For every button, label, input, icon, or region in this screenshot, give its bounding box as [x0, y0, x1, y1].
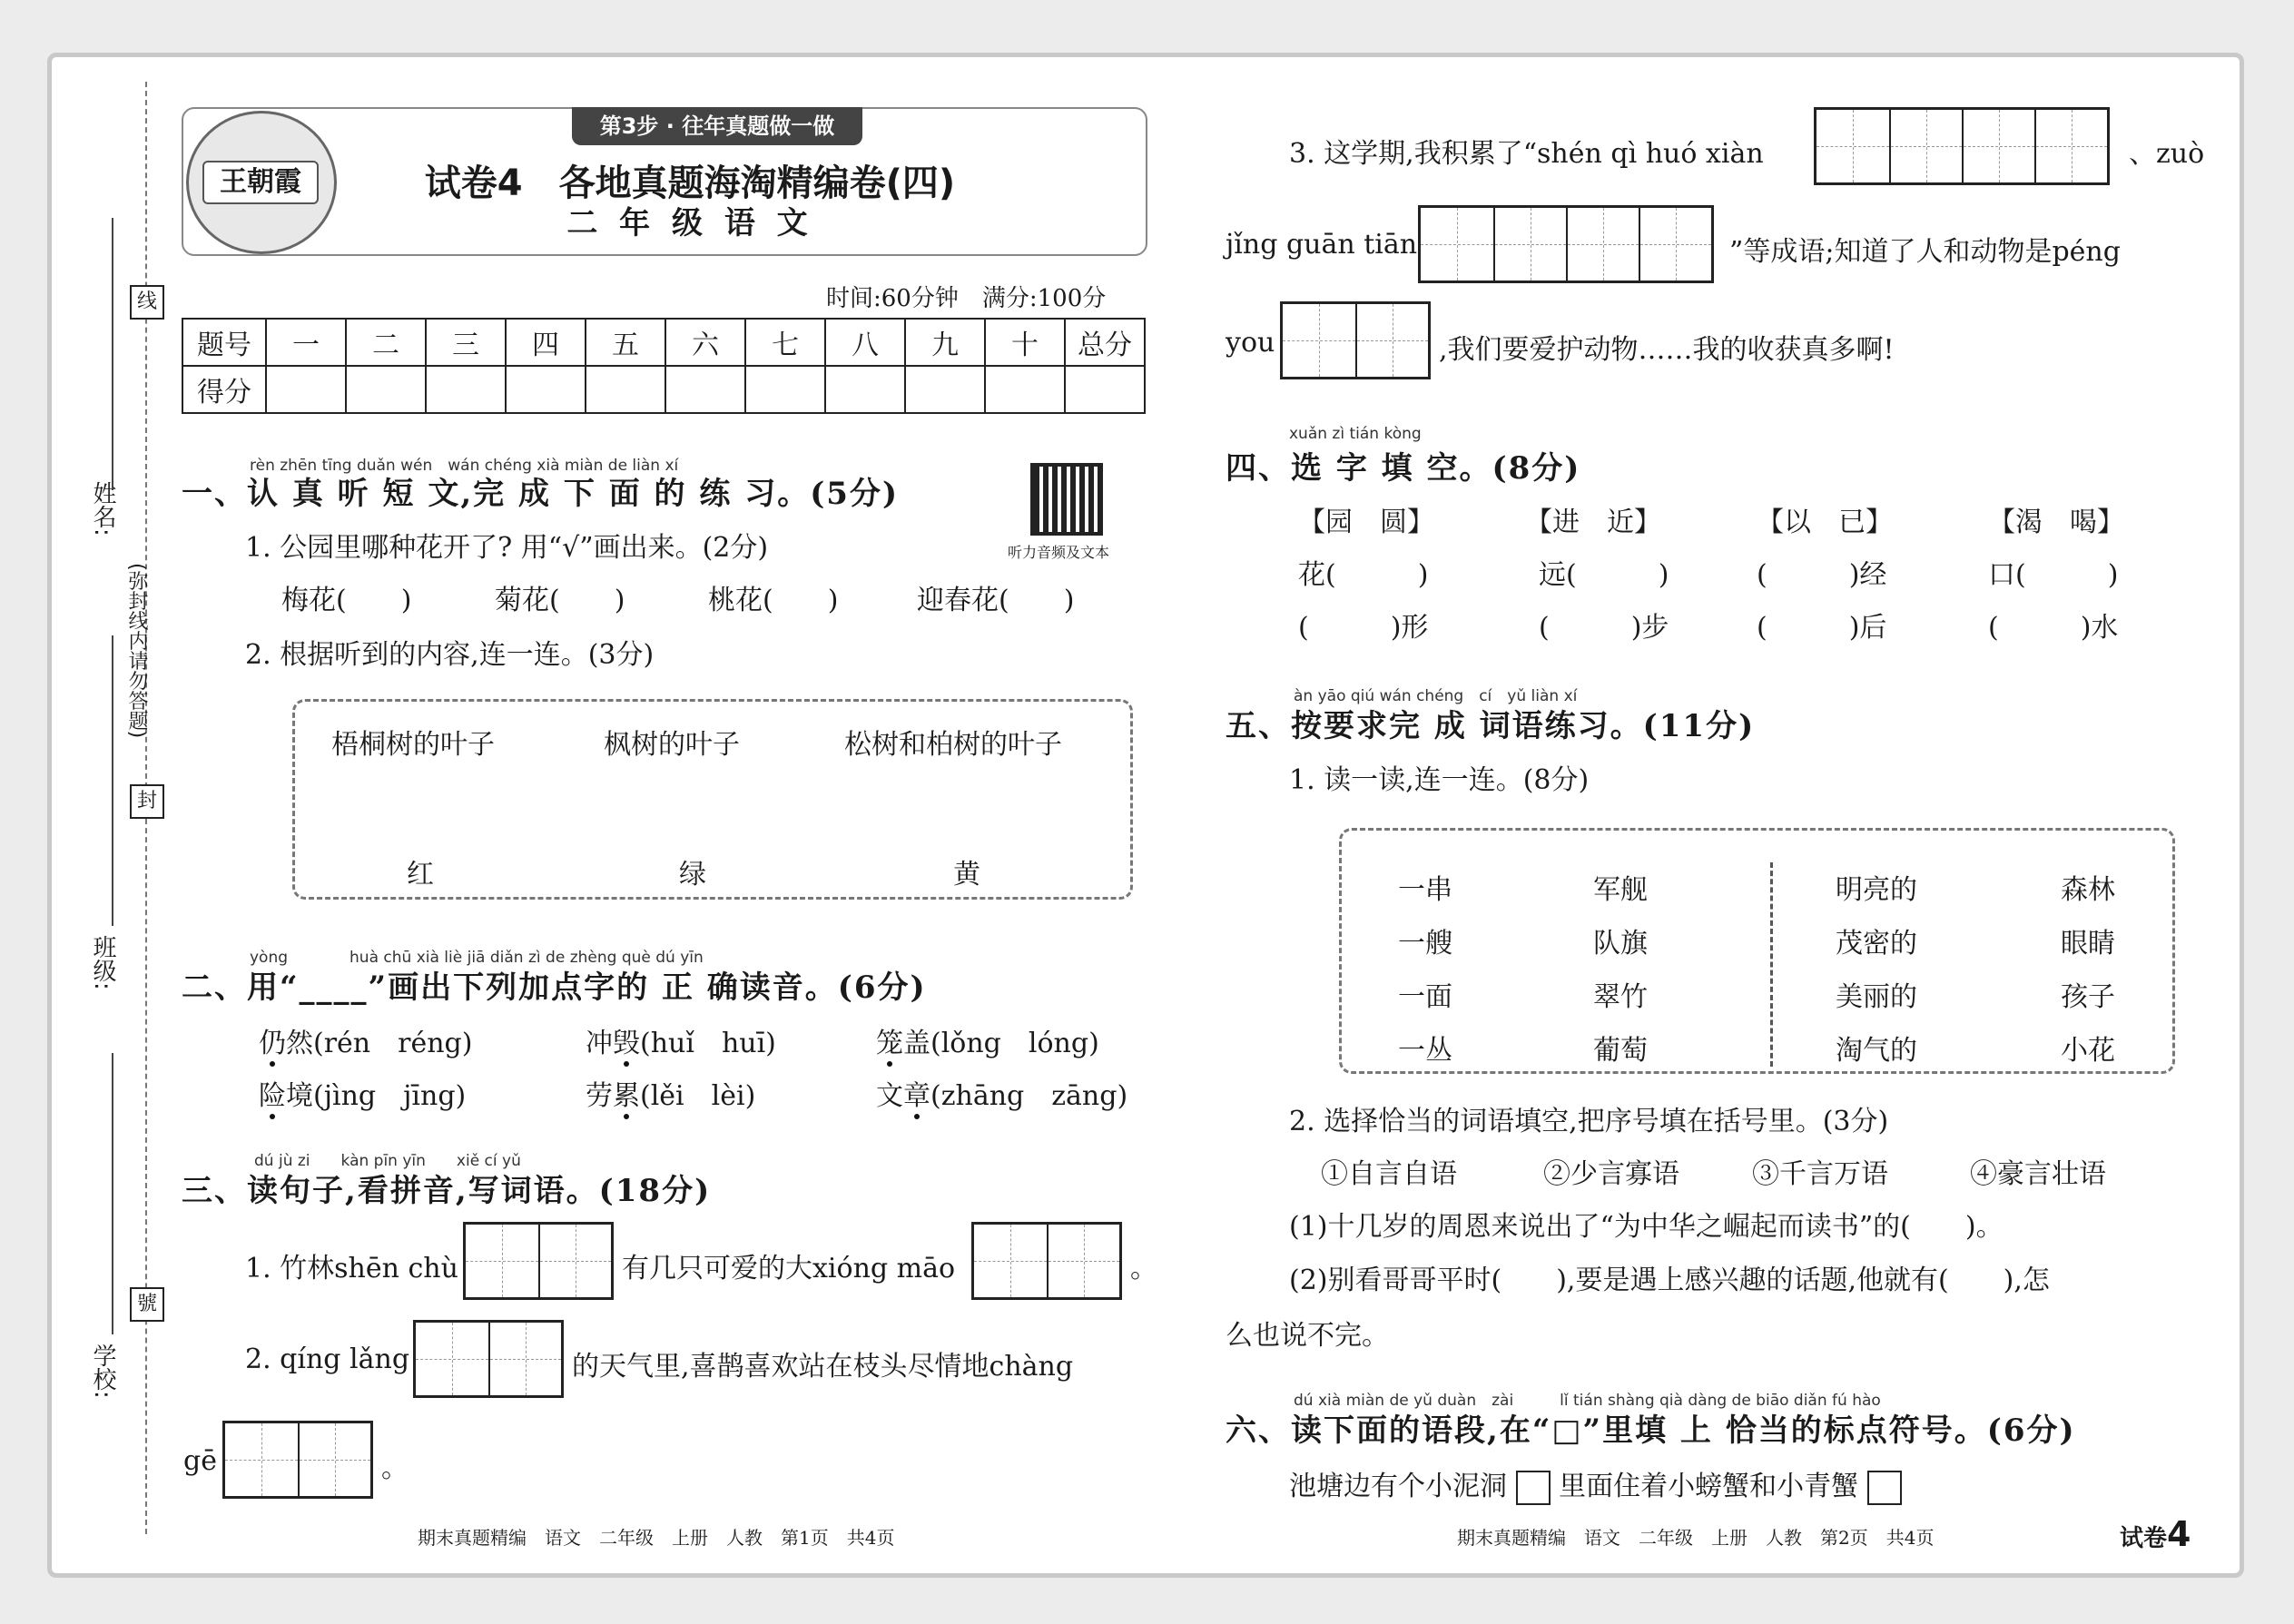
school-underline [112, 1053, 113, 1334]
score-cell[interactable] [905, 366, 985, 413]
punctuation-box[interactable] [1867, 1471, 1902, 1505]
class-label: 班级: [89, 935, 116, 990]
sec4-chars: 【渴 喝】 [1988, 507, 2124, 538]
sec5-word[interactable]: 一丛 [1398, 1035, 1452, 1067]
sec3-q3-a: 3. 这学期,我积累了“shén qì huó xiàn [1289, 138, 1764, 170]
sec5-word[interactable]: 翠竹 [1593, 981, 1648, 1013]
score-cell[interactable] [745, 366, 825, 413]
sec6-text-a: 池塘边有个小泥洞 [1289, 1471, 1507, 1502]
qr-code[interactable] [1030, 463, 1103, 536]
sec1-match-top[interactable]: 松树和柏树的叶子 [844, 729, 1062, 761]
sec5-word[interactable]: 队旗 [1593, 928, 1648, 960]
score-table [182, 318, 1146, 414]
sec5-pinyin: àn yāo qiú wán chéng cí yǔ liàn xí [1294, 687, 1578, 705]
sec5-q1: 1. 读一读,连一连。(8分) [1289, 764, 1590, 796]
sec3-q3-e: you [1226, 327, 1275, 359]
sec5-title: 五、按要求完 成 词语练习。(11分) [1226, 708, 1756, 744]
sec4-blank[interactable]: 口( ) [1988, 559, 2119, 591]
sec5-word[interactable]: 军舰 [1593, 874, 1648, 906]
sec2-item[interactable]: 险境(jìng jīng) [259, 1080, 467, 1112]
score-header-cell: 五 [586, 319, 665, 366]
sec2-item[interactable]: 笼盖(lǒng lóng) [876, 1028, 1099, 1059]
sec5-word[interactable]: 小花 [2061, 1035, 2115, 1067]
score-table-score-row [182, 366, 1145, 413]
sec1-q1: 1. 公园里哪种花开了? 用“√”画出来。(2分) [245, 532, 769, 564]
sec5-option: ③千言万语 [1752, 1158, 1888, 1190]
sec1-match-top[interactable]: 梧桐树的叶子 [331, 729, 495, 761]
sec2-item[interactable]: 文章(zhāng zāng) [876, 1080, 1128, 1112]
tianzi-grid[interactable] [413, 1320, 564, 1398]
footer-left: 期末真题精编 语文 二年级 上册 人教 第1页 共4页 [418, 1527, 895, 1549]
sec1-q2: 2. 根据听到的内容,连一连。(3分) [245, 639, 655, 671]
sec3-q2-end: 。 [381, 1452, 409, 1484]
sec4-blank[interactable]: ( )形 [1298, 612, 1429, 644]
sec6-title: 六、读下面的语段,在“□”里填 上 恰当的标点符号。(6分) [1226, 1412, 2076, 1449]
sec1-match-top[interactable]: 枫树的叶子 [604, 729, 740, 761]
score-table-header-row [182, 319, 1145, 366]
sec4-blank[interactable]: ( )水 [1988, 612, 2119, 644]
qr-caption: 听力音频及文本 [1008, 544, 1110, 561]
sec1-pinyin: rèn zhēn tīng duǎn wén wán chéng xià miàn de liàn xí [250, 457, 679, 475]
sec3-q2-a: 2. qíng lǎng [245, 1343, 410, 1375]
sec5-word[interactable]: 茂密的 [1836, 928, 1917, 960]
score-cell[interactable] [825, 366, 905, 413]
sec4-chars: 【园 圆】 [1298, 507, 1434, 538]
score-cell[interactable] [665, 366, 745, 413]
logo-name: 王朝霞 [202, 161, 319, 204]
sec4-chars: 【进 近】 [1525, 507, 1661, 538]
sec1-q1-option[interactable]: 桃花( ) [708, 585, 839, 616]
sec4-pinyin: xuǎn zì tián kòng [1289, 425, 1422, 443]
sec4-blank[interactable]: 花( ) [1298, 559, 1429, 591]
sec1-match-bottom[interactable]: 红 [407, 859, 434, 891]
sec2-item[interactable]: 仍然(rén réng) [259, 1028, 473, 1059]
sec5-match-frame [1339, 828, 2175, 1074]
sec2-item[interactable]: 劳累(lěi lèi) [586, 1080, 756, 1112]
no-answer-note: (弥封线内请勿答题) [125, 563, 148, 739]
score-cell[interactable] [266, 366, 346, 413]
sec5-sentence[interactable]: (2)别看哥哥平时( ),要是遇上感兴趣的话题,他就有( ),怎 [1289, 1265, 2050, 1296]
score-cell[interactable] [426, 366, 506, 413]
score-header-cell: 十 [985, 319, 1065, 366]
sec5-option: ②少言寡语 [1543, 1158, 1679, 1190]
tianzi-grid[interactable] [1814, 107, 2110, 185]
score-cell[interactable] [1065, 366, 1145, 413]
sec3-q1-a: 1. 竹林shēn chù [245, 1253, 458, 1284]
score-header-cell: 一 [266, 319, 346, 366]
sec4-blank[interactable]: ( )后 [1757, 612, 1887, 644]
sec3-q3-b: 、zuò [2129, 138, 2205, 170]
sec5-sentence[interactable]: (1)十几岁的周恩来说出了“为中华之崛起而读书”的( )。 [1289, 1211, 2004, 1243]
school-label: 学校: [89, 1343, 116, 1399]
sec5-word[interactable]: 淘气的 [1836, 1035, 1917, 1067]
sec3-q2-b: 的天气里,喜鹊喜欢站在枝头尽情地chàng [572, 1351, 1074, 1383]
sec5-divider [1770, 862, 1773, 1067]
sec1-q1-option[interactable]: 梅花( ) [281, 585, 412, 616]
sec5-option: ④豪言壮语 [1970, 1158, 2106, 1190]
punctuation-box[interactable] [1516, 1471, 1551, 1505]
logo [186, 111, 337, 254]
sec1-q1-option[interactable]: 菊花( ) [495, 585, 625, 616]
sec5-word[interactable]: 一串 [1398, 874, 1452, 906]
score-row-label: 得分 [182, 366, 266, 413]
score-header-cell: 八 [825, 319, 905, 366]
sec5-word[interactable]: 一面 [1398, 981, 1452, 1013]
sec3-q3-f: ,我们要爱护动物……我的收获真多啊! [1439, 334, 1895, 366]
score-header-cell: 三 [426, 319, 506, 366]
sec5-word[interactable]: 美丽的 [1836, 981, 1917, 1013]
time-info: 时间:60分钟 满分:100分 [826, 285, 1107, 312]
sec5-word[interactable]: 明亮的 [1836, 874, 1917, 906]
sec4-chars: 【以 已】 [1757, 507, 1893, 538]
tianzi-grid[interactable] [971, 1222, 1122, 1300]
paper-title: 试卷4 各地真题海淘精编卷(四) [424, 162, 956, 204]
score-header-cell: 七 [745, 319, 825, 366]
sec2-pinyin: yòng huà chū xià liè jiā diǎn zì de zhèng què dú yīn [250, 949, 704, 967]
sec1-match-bottom[interactable]: 绿 [679, 859, 706, 891]
sec4-blank[interactable]: 远( ) [1539, 559, 1669, 591]
sec6-text-b: 里面住着小螃蟹和小青蟹 [1559, 1471, 1859, 1502]
paper-label: 试卷4 [2120, 1514, 2191, 1554]
class-underline [112, 635, 113, 926]
score-header-cell: 二 [346, 319, 426, 366]
sec2-title: 二、用“____”画出下列加点字的 正 确读音。(6分) [182, 969, 927, 1006]
tianzi-grid[interactable] [1418, 205, 1714, 283]
footer-right: 期末真题精编 语文 二年级 上册 人教 第2页 共4页 [1457, 1527, 1935, 1549]
sec4-title: 四、选 字 填 空。(8分) [1226, 450, 1581, 487]
seal-marker: 封 [130, 784, 164, 819]
sec4-blank[interactable]: ( )经 [1757, 559, 1887, 591]
sec6-text [1289, 1463, 1902, 1505]
sec2-item[interactable]: 冲毁(huǐ huī) [586, 1028, 776, 1059]
sec6-pinyin: dú xià miàn de yǔ duàn zài lǐ tián shàng qià dàng de biāo diǎn fú hào [1294, 1392, 1881, 1410]
sec1-title: 一、认 真 听 短 文,完 成 下 面 的 练 习。(5分) [182, 476, 900, 512]
name-underline [112, 218, 113, 490]
score-header-cell: 四 [506, 319, 586, 366]
sec3-q2-c: gē [183, 1445, 217, 1477]
sec3-pinyin: dú jù zi kàn pīn yīn xiě cí yǔ [254, 1152, 521, 1170]
score-cell[interactable] [346, 366, 426, 413]
sec3-q1-end: 。 [1130, 1253, 1157, 1284]
sec5-q2: 2. 选择恰当的词语填空,把序号填在括号里。(3分) [1289, 1106, 1889, 1137]
name-label: 姓名: [89, 481, 116, 536]
sec4-blank[interactable]: ( )步 [1539, 612, 1669, 644]
sec3-q1-b: 有几只可爱的大xióng māo [622, 1253, 956, 1284]
tianzi-grid[interactable] [222, 1421, 373, 1499]
sec5-word[interactable]: 一艘 [1398, 928, 1452, 960]
score-header-cell: 六 [665, 319, 745, 366]
score-header-cell: 九 [905, 319, 985, 366]
score-cell[interactable] [586, 366, 665, 413]
sec5-option: ①自言自语 [1321, 1158, 1457, 1190]
score-cell[interactable] [506, 366, 586, 413]
step-banner: 第3步 · 往年真题做一做 [572, 107, 862, 145]
sec3-title: 三、读句子,看拼音,写词语。(18分) [182, 1173, 712, 1209]
paper-subtitle: 二 年 级 语 文 [566, 205, 813, 241]
score-cell[interactable] [985, 366, 1065, 413]
sec5-word[interactable]: 葡萄 [1593, 1035, 1648, 1067]
sec3-q3-d: ”等成语;知道了人和动物是péng [1729, 236, 2121, 268]
seat-marker: 號 [130, 1287, 164, 1322]
sec5-word[interactable]: 孩子 [2061, 981, 2115, 1013]
score-header-cell: 题号 [182, 319, 266, 366]
sec5-sentence-cont: 么也说不完。 [1226, 1320, 1389, 1352]
sec5-word[interactable]: 森林 [2061, 874, 2115, 906]
sec1-match-bottom[interactable]: 黄 [953, 859, 980, 891]
score-header-cell: 总分 [1065, 319, 1145, 366]
tianzi-grid[interactable] [1280, 301, 1431, 379]
sec1-q1-option[interactable]: 迎春花( ) [917, 585, 1075, 616]
line-marker: 线 [130, 285, 164, 320]
sec5-word[interactable]: 眼睛 [2061, 928, 2115, 960]
tianzi-grid[interactable] [463, 1222, 614, 1300]
sec3-q3-c: jǐng guān tiān [1226, 229, 1418, 261]
